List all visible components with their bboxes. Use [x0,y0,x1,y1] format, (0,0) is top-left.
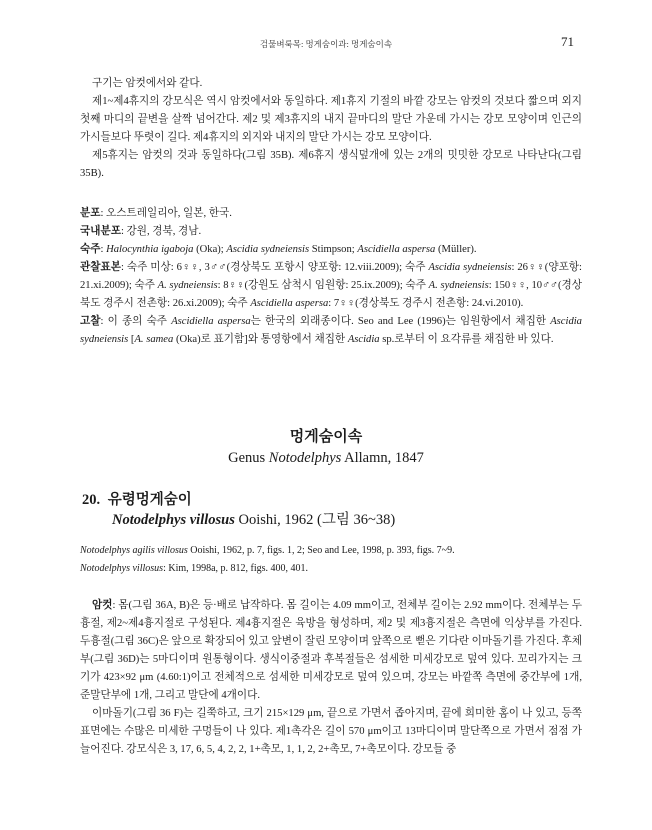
remarks-host: Ascidiella aspersa [171,316,251,327]
host-prefix: : [100,244,107,255]
remarks-text: [ [128,334,135,345]
material-text: : 8♀♀(강원도 삼척시 임원항: 25.ix.2009); 숙주 [217,280,429,291]
remarks-text: : 이 종의 숙주 [100,316,172,327]
korean-distribution-line [80,223,582,241]
remarks-host: Ascidia sydneiensis [80,316,582,345]
species-author: Ooishi, 1962 (그림 36~38) [234,512,396,528]
paragraph: 제5휴지는 암컷의 것과 동일하다(그림 35B). 제6휴지 생식덮개에 있는 2개의 밋밋한 강모로 나타난다(그림 35B). [80,150,582,179]
species-scientific-name: Notodelphys villosus [112,512,235,528]
korean-distribution-label: 국내분포 [80,226,121,237]
synonym-citation: Ooishi, 1962, p. 7, figs. 1, 2; Seo and Lee, 1998, p. 393, figs. 7~9. [187,545,455,556]
distribution-line [80,205,582,223]
species-heading [82,488,192,509]
material-host: A. sydneiensis [428,280,489,291]
synonym-citation: : Kim, 1998a, p. 812, figs. 400, 401. [163,563,309,574]
synonymy-list [80,542,590,578]
host-author: Stimpson; [309,244,358,255]
page-number: 71 [561,34,574,49]
host-species: Ascidiella aspersa [357,244,436,255]
genus-prefix: Genus [228,450,269,466]
material-examined [80,259,582,313]
material-text: : 150♀♀, 10♂♂(경상북도 경주시 전촌항: 26.xi.2009); 숙주 [80,280,582,309]
host-line [80,241,582,259]
remarks-host: Ascidia [347,334,380,345]
genus-name: Notodelphys [268,450,342,466]
synonym-name: Notodelphys agilis villosus [80,545,188,556]
host-species: Ascidia sydneiensis [226,244,310,255]
paragraph: 이마돌기(그림 36 F)는 길쭉하고, 크기 215×129 μm, 끝으로 가면서 좁아지며, 끝에 희미한 홈이 나 있고, 등쪽 표면에는 수많은 미세한 구멍들이 나 있다. 제1촉각은 길이 570 μm이고 13마디이며 말단쪽으로 가면서 점점 가늘어진다. 강모식은 3, 17, 6, 5, 4, 2, 2, 1+촉모, 1, 1, 2, 2+촉모, 7+촉모이다. 강모들 중 [80,708,582,755]
material-text: : 26♀♀(양포항: 21.xi.2009); 숙주 [80,262,582,291]
paragraph: 제1~제4휴지의 강모식은 역시 암컷에서와 동일하다. 제1휴지 기절의 바깥 강모는 암컷의 것보다 짧으며 외지 첫째 마디의 끝변을 살짝 넘어간다. 제2 및 제3휴지의 내지 끝마디의 말단 가운데 가시는 강모 모양이며 인근의 가시들보다 뚜렷이 길다. 제4휴지의 외지와 내지의 말단 가시는 강모 모양이다. [80,96,582,143]
species-korean-name: 유령멍게숨이 [107,492,192,508]
host-author: (Müller). [435,244,477,255]
material-host: Ascidia sydneiensis [428,262,512,273]
host-label: 숙주 [80,244,101,255]
host-species: Halocynthia igaboja [106,244,194,255]
synonym-entry [80,542,590,560]
species-number: 20. [82,492,101,508]
material-text: : 7♀♀(경상북도 경주시 전촌항: 24.vi.2010). [328,298,524,309]
host-author: (Oka); [193,244,227,255]
male-description-continued [80,75,582,183]
distribution-label: 분포 [80,208,101,219]
paragraph [80,597,582,705]
running-head: 검물벼룩목: 멍게숨이과: 멍게숨이속 [259,39,393,49]
female-description [80,597,582,759]
remarks-text: 는 한국의 외래종이다. Seo and Lee (1996)는 임원항에서 채집한 [250,316,551,327]
synonym-name: Notodelphys villosus [80,563,164,574]
synonym-entry [80,560,590,578]
remarks-label: 고찰 [80,316,101,327]
paragraph: 구기는 암컷에서와 같다. [92,78,203,89]
female-text: : 몸(그림 36A, B)은 등·배로 납작하다. 몸 길이는 4.09 mm이고, 전체부 길이는 2.92 mm이다. 전체부는 두흉절, 제2~제4흉지절로 구성된다. 제4흉지절은 육방을 형성하며, 제2 및 제3흉지절은 측면에 익상부를 가진다. 두흉절(그림 36C)은 앞으로 확장되어 있고 앞변이 잘린 모양이며 앞쪽으로 뻗은 기다란 이마돌기를 가진다. 후체부(그림 36D)는 5마디이며 원통형이다. 생식이중절과 후복절들은 섬세한 미세강모로 덮여 있다. 꼬리가지는 크기가 423×92 μm (4.60:1)이고 전체적으로 섬세한 미세강모로 덮여 있으며, 강모는 바깥쪽 측면에 중간부에 1개, 준말단부에 1개, 그리고 말단에 4개이다. [80,600,582,701]
species-scientific-line [112,508,395,529]
genus-title-latin [0,450,652,467]
remarks-host: A. samea [134,334,174,345]
female-label: 암컷 [92,600,113,611]
remarks-text: sp.로부터 이 요각류를 채집한 바 있다. [379,334,554,345]
material-text: : 숙주 미상: 6♀♀, 3♂♂(경상북도 포항시 양포항: 12.viii.2009); 숙주 [120,262,429,273]
remarks-text: (Oka)로 표기함]와 통영항에서 채집한 [173,334,348,345]
genus-title-korean: 멍게숨이속 [289,429,363,445]
distribution-text: : 오스트레일리아, 일본, 한국. [100,208,232,219]
genus-author: Allamn, 1847 [341,450,424,466]
korean-distribution-text: : 강원, 경북, 경남. [120,226,202,237]
remarks [80,313,582,349]
material-host: Ascidiella aspersa [250,298,329,309]
species-data-section [80,205,582,349]
material-label: 관찰표본 [80,262,121,273]
material-host: A. sydneiensis [157,280,218,291]
